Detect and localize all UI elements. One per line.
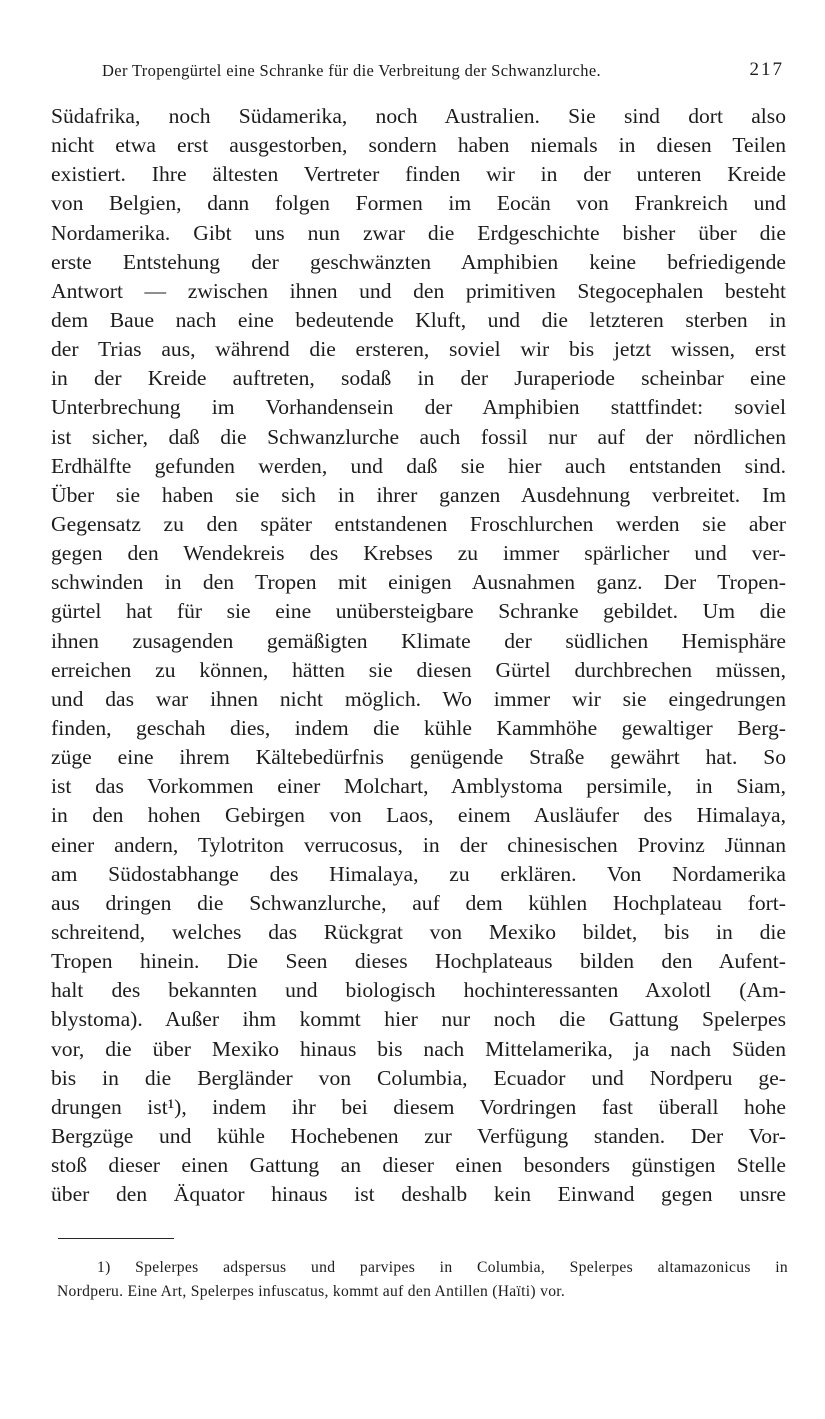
text-line: dem Baue nach eine bedeutende Kluft, und die letzteren sterben in: [51, 307, 786, 332]
text-line: Unterbrechung im Vorhandensein der Amphibien stattfindet: soviel: [51, 395, 786, 420]
text-line: erste Entstehung der geschwänzten Amphibien keine befriedigende: [51, 249, 786, 274]
running-header: [102, 59, 788, 85]
text-line: blystoma). Außer ihm kommt hier nur noch die Gattung Spelerpes: [51, 1007, 786, 1032]
text-line: gegen den Wendekreis des Krebses zu immer spärlicher und ver-: [51, 541, 786, 566]
footnote-divider: [58, 1238, 174, 1239]
text-line: in den hohen Gebirgen von Laos, einem Ausläufer des Himalaya,: [51, 803, 786, 828]
footnotes: [57, 1256, 788, 1304]
text-line: halt des bekannten und biologisch hochinteressanten Axolotl (Am-: [51, 978, 786, 1003]
text-line: über den Äquator hinaus ist deshalb kein Einwand gegen unsre: [51, 1182, 786, 1207]
text-line: von Belgien, dann folgen Formen im Eocän von Frankreich und: [51, 191, 786, 216]
text-line: gürtel hat für sie eine unübersteigbare Schranke gebildet. Um die: [51, 599, 786, 624]
text-line: finden, geschah dies, indem die kühle Kammhöhe gewaltiger Berg-: [51, 715, 786, 740]
text-line: schreitend, welches das Rückgrat von Mexiko bildet, bis in die: [51, 919, 786, 944]
running-title: Der Tropengürtel eine Schranke für die Verbreitung der Schwanzlurche.: [102, 61, 601, 80]
text-line: und das war ihnen nicht möglich. Wo immer wir sie eingedrungen: [51, 686, 786, 711]
text-line: Bergzüge und kühle Hochebenen zur Verfügung standen. Der Vor-: [51, 1123, 786, 1148]
text-line: ihnen zusagenden gemäßigten Klimate der südlichen Hemisphäre: [51, 628, 786, 653]
text-line: in der Kreide auftreten, sodaß in der Juraperiode scheinbar eine: [51, 366, 786, 391]
text-line: aus dringen die Schwanzlurche, auf dem kühlen Hochplateau fort-: [51, 890, 786, 915]
footnote-line: Nordperu. Eine Art, Spelerpes infuscatus, kommt auf den Antillen (Haïti) vor.: [57, 1283, 566, 1300]
text-line: am Südostabhange des Himalaya, zu erklären. Von Nordamerika: [51, 861, 786, 886]
text-line: der Trias aus, während die ersteren, soviel wir bis jetzt wissen, erst: [51, 337, 786, 362]
text-line: Südafrika, noch Südamerika, noch Australien. Sie sind dort also: [51, 104, 786, 128]
text-line: drungen ist¹), indem ihr bei diesem Vordringen fast überall hohe: [51, 1094, 786, 1119]
text-line: nicht etwa erst ausgestorben, sondern haben niemals in diesen Teilen: [51, 133, 786, 158]
text-line: bis in die Bergländer von Columbia, Ecuador und Nordperu ge-: [51, 1065, 786, 1090]
text-line: vor, die über Mexiko hinaus bis nach Mittelamerika, ja nach Süden: [51, 1036, 786, 1061]
text-line: existiert. Ihre ältesten Vertreter finden wir in der unteren Kreide: [51, 162, 786, 187]
text-line: stoß dieser einen Gattung an dieser einen besonders günstigen Stelle: [51, 1153, 786, 1178]
body-text: [51, 102, 786, 1209]
text-line: Über sie haben sie sich in ihrer ganzen Ausdehnung verbreitet. Im: [51, 482, 786, 507]
text-line: Antwort — zwischen ihnen und den primitiven Stegocephalen besteht: [51, 278, 786, 303]
text-line: züge eine ihrem Kältebedürfnis genügende Straße gewährt hat. So: [51, 745, 786, 770]
text-line: ist das Vorkommen einer Molchart, Amblystoma persimile, in Siam,: [51, 774, 786, 799]
text-line: ist sicher, daß die Schwanzlurche auch fossil nur auf der nördlichen: [51, 424, 786, 449]
text-line: erreichen zu können, hätten sie diesen Gürtel durchbrechen müssen,: [51, 657, 786, 682]
footnote-line: 1) Spelerpes adspersus und parvipes in Columbia, Spelerpes altamazonicus in: [97, 1259, 788, 1276]
text-line: Nordamerika. Gibt uns nun zwar die Erdgeschichte bisher über die: [51, 220, 786, 245]
page-number: 217: [749, 59, 784, 80]
text-line: schwinden in den Tropen mit einigen Ausnahmen ganz. Der Tropen-: [51, 570, 786, 595]
text-line: einer andern, Tylotriton verrucosus, in der chinesischen Provinz Jünnan: [51, 832, 786, 857]
text-line: Erdhälfte gefunden werden, und daß sie hier auch entstanden sind.: [51, 453, 786, 478]
text-line: Tropen hinein. Die Seen dieses Hochplateaus bilden den Aufent-: [51, 949, 786, 974]
text-line: Gegensatz zu den später entstandenen Froschlurchen werden sie aber: [51, 511, 786, 536]
